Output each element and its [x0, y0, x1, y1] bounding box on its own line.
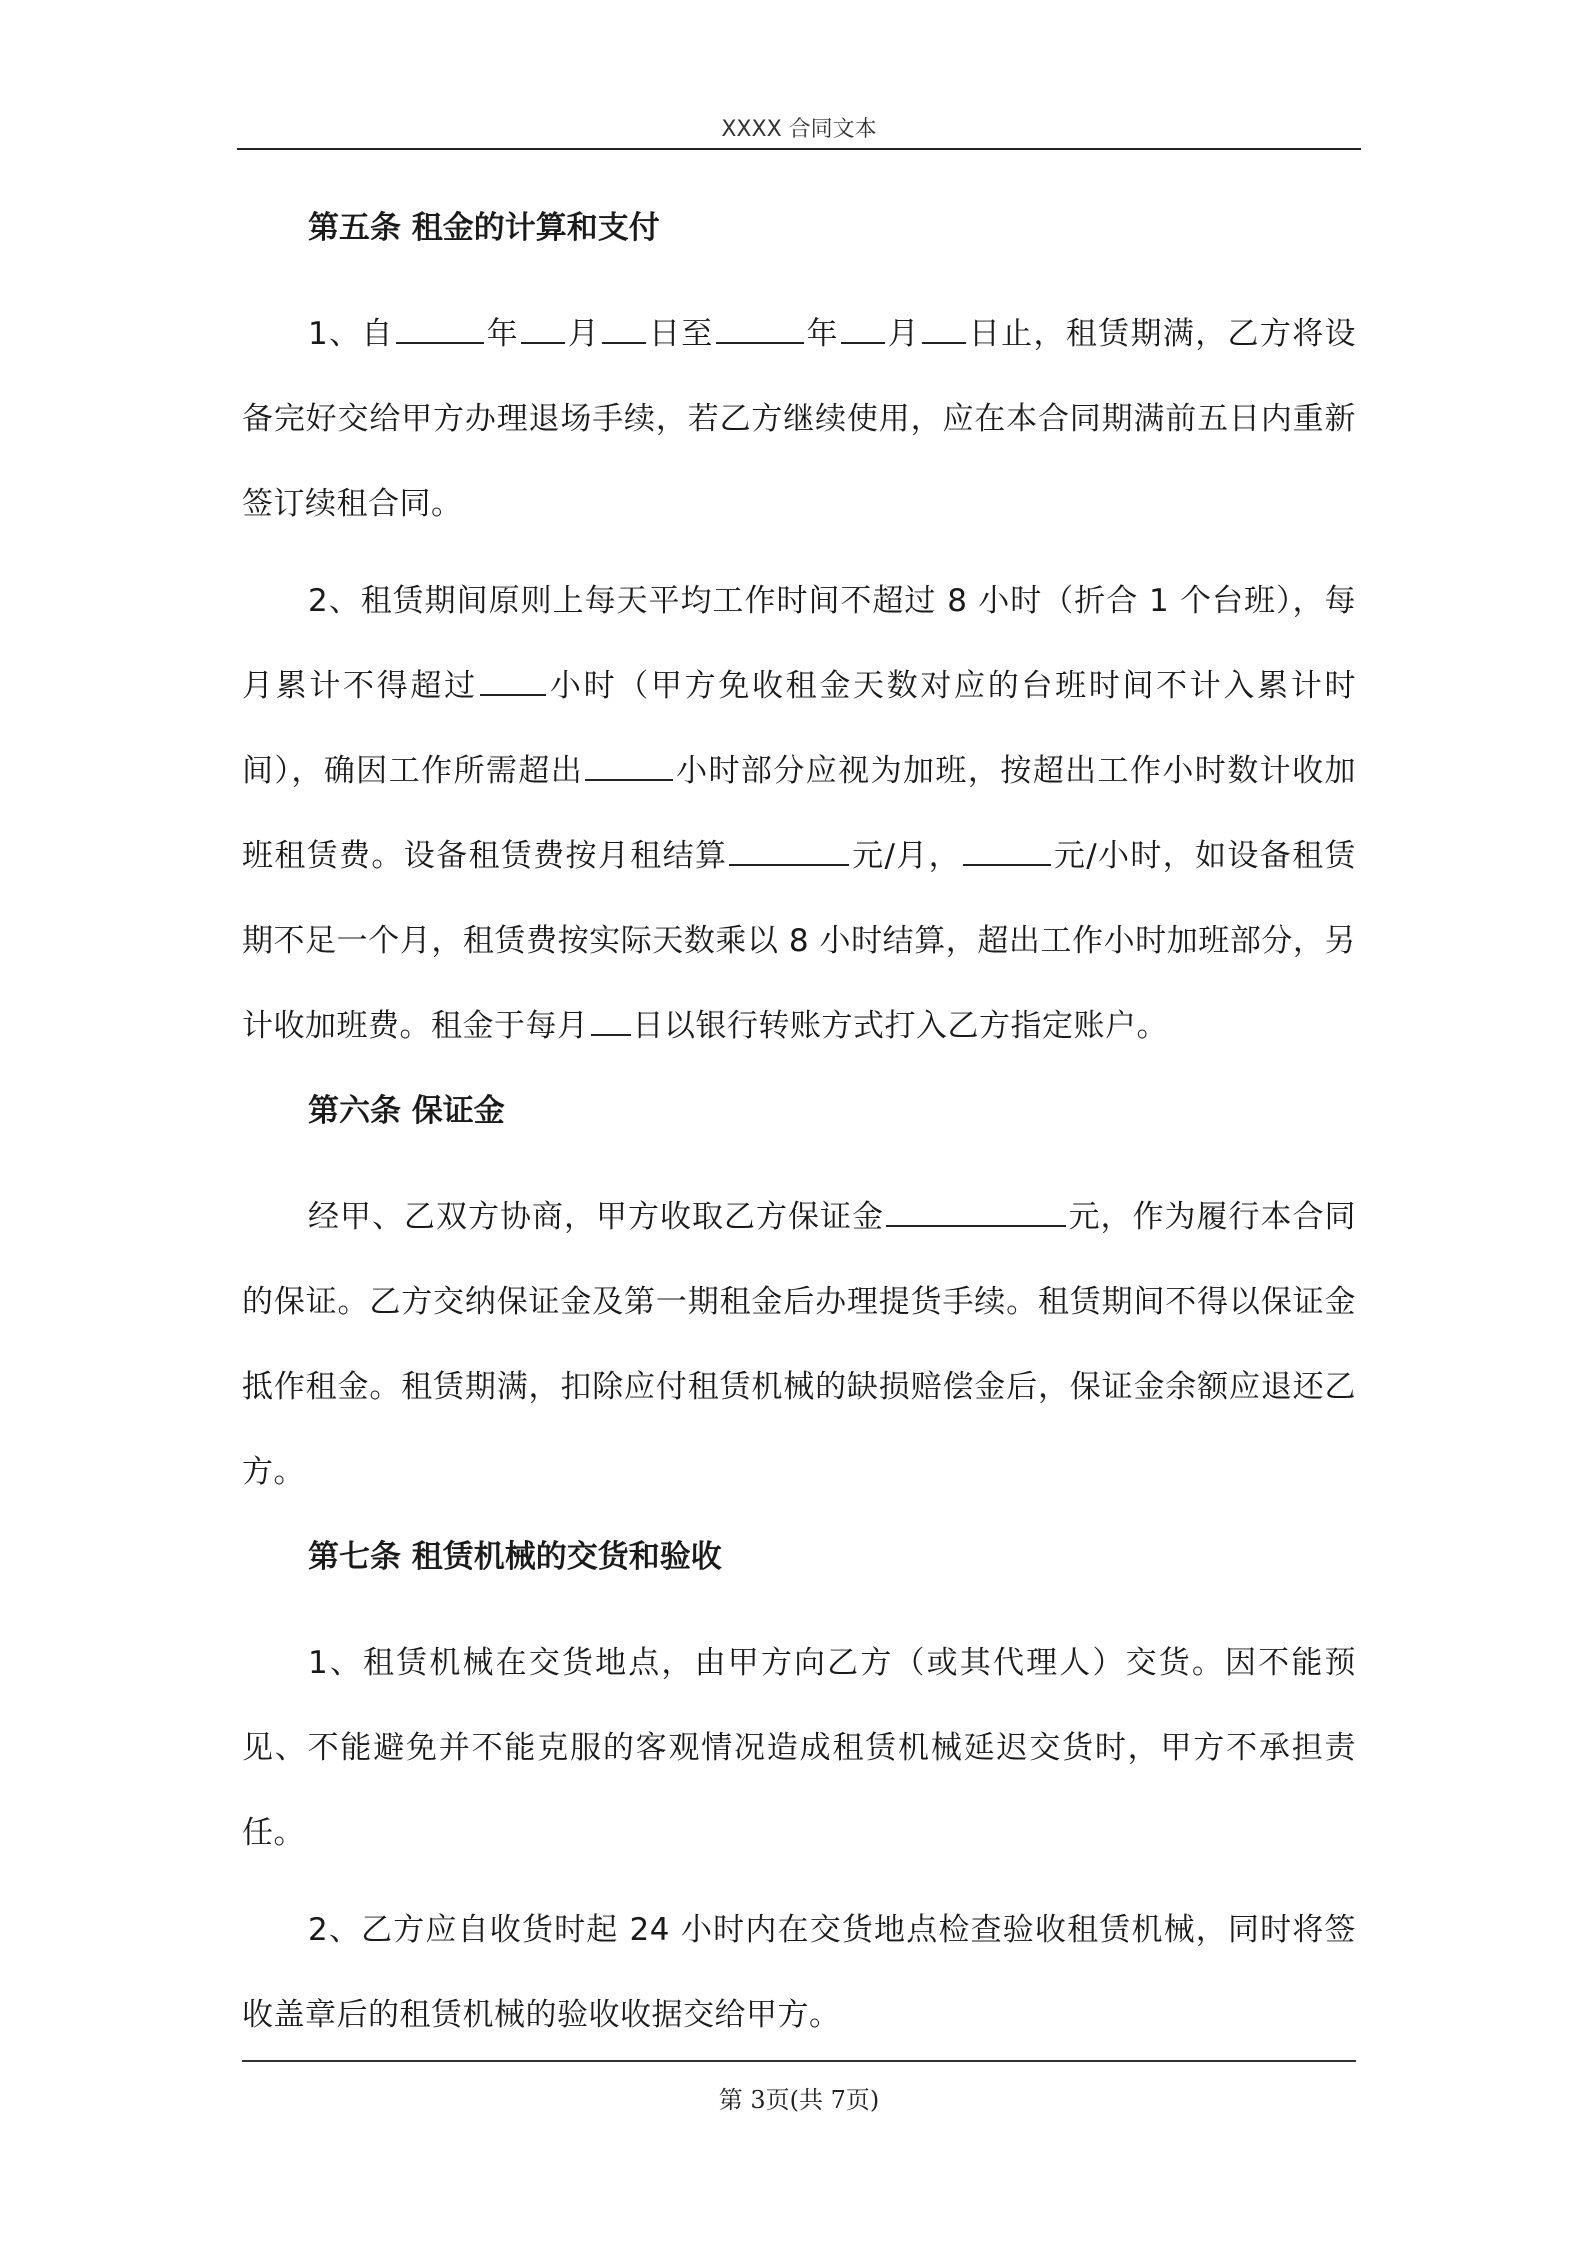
document-body	[242, 198, 1356, 2070]
blank-field	[963, 838, 1051, 866]
text-run: 月	[886, 316, 920, 352]
blank-field	[841, 316, 885, 344]
footer-divider	[242, 2060, 1356, 2062]
text-run: 经甲、乙双方协商，甲方收取乙方保证金	[308, 1199, 884, 1235]
section-5-paragraph-2	[242, 559, 1356, 1069]
text-run: 日止，租赁期满，乙方将设备完好交给甲方办理退场手续，若乙方继续使用，应在本合同期满前五日内重新签订续租合同。	[242, 316, 1357, 522]
blank-field	[922, 316, 966, 344]
text-run: 小时（甲方免收租金天数对应的台班时间不计入累计时间），确因工作所需超出	[242, 668, 1357, 789]
text-run: 元/小时，如设备租赁期不足一个月，租赁费按实际天数乘以 8 小时结算，超出工作小时加班部分，另计收加班费。租金于每月	[242, 838, 1356, 1044]
text-run: 小时部分应视为加班，按超出工作小时数计收加班租赁费。设备租赁费按月租结算	[242, 753, 1356, 874]
page-number: 第 3页(共 7页)	[718, 2086, 880, 2114]
text-run: 元/月，	[851, 838, 962, 874]
header-divider	[237, 148, 1361, 150]
blank-field	[886, 1199, 1066, 1227]
blank-field	[716, 316, 804, 344]
section-5-paragraph-1	[242, 292, 1356, 547]
text-run: 年	[485, 316, 519, 352]
text-run: 月	[566, 316, 601, 352]
section-heading-6: 第六条 保证金	[308, 1093, 505, 1129]
blank-field	[602, 316, 646, 344]
text-run: 1、自	[308, 316, 394, 352]
text-run: 2、租赁期间原则上每天平均工作时间不超过 8 小时（折合 1 个台班），每月累计不得超过	[242, 583, 1356, 704]
section-6-paragraph-1	[242, 1175, 1356, 1515]
section-7-paragraph-2: 2、乙方应自收货时起 24 小时内在交货地点检查验收租赁机械，同时将签收盖章后的租赁机械的验收收据交给甲方。	[242, 1912, 1356, 2033]
document-header-title: XXXX 合同文本	[721, 117, 877, 142]
section-7-paragraph-1: 1、租赁机械在交货地点，由甲方向乙方（或其代理人）交货。因不能预见、不能避免并不能克服的客观情况造成租赁机械延迟交货时，甲方不承担责任。	[242, 1645, 1356, 1851]
blank-field	[396, 316, 484, 344]
blank-field	[521, 316, 565, 344]
text-run: 日以银行转账方式打入乙方指定账户。	[632, 1008, 1168, 1044]
text-run: 日至	[648, 316, 714, 352]
blank-field	[591, 1008, 631, 1036]
blank-field	[729, 838, 849, 866]
section-heading-5: 第五条 租金的计算和支付	[308, 210, 660, 246]
section-heading-7: 第七条 租赁机械的交货和验收	[308, 1539, 722, 1575]
text-run: 元，作为履行本合同的保证。乙方交纳保证金及第一期租金后办理提货手续。租赁期间不得以保证金抵作租金。租赁期满，扣除应付租赁机械的缺损赔偿金后，保证金余额应退还乙方。	[242, 1199, 1356, 1490]
text-run: 年	[805, 316, 839, 352]
blank-field	[585, 753, 673, 781]
blank-field	[480, 668, 546, 696]
